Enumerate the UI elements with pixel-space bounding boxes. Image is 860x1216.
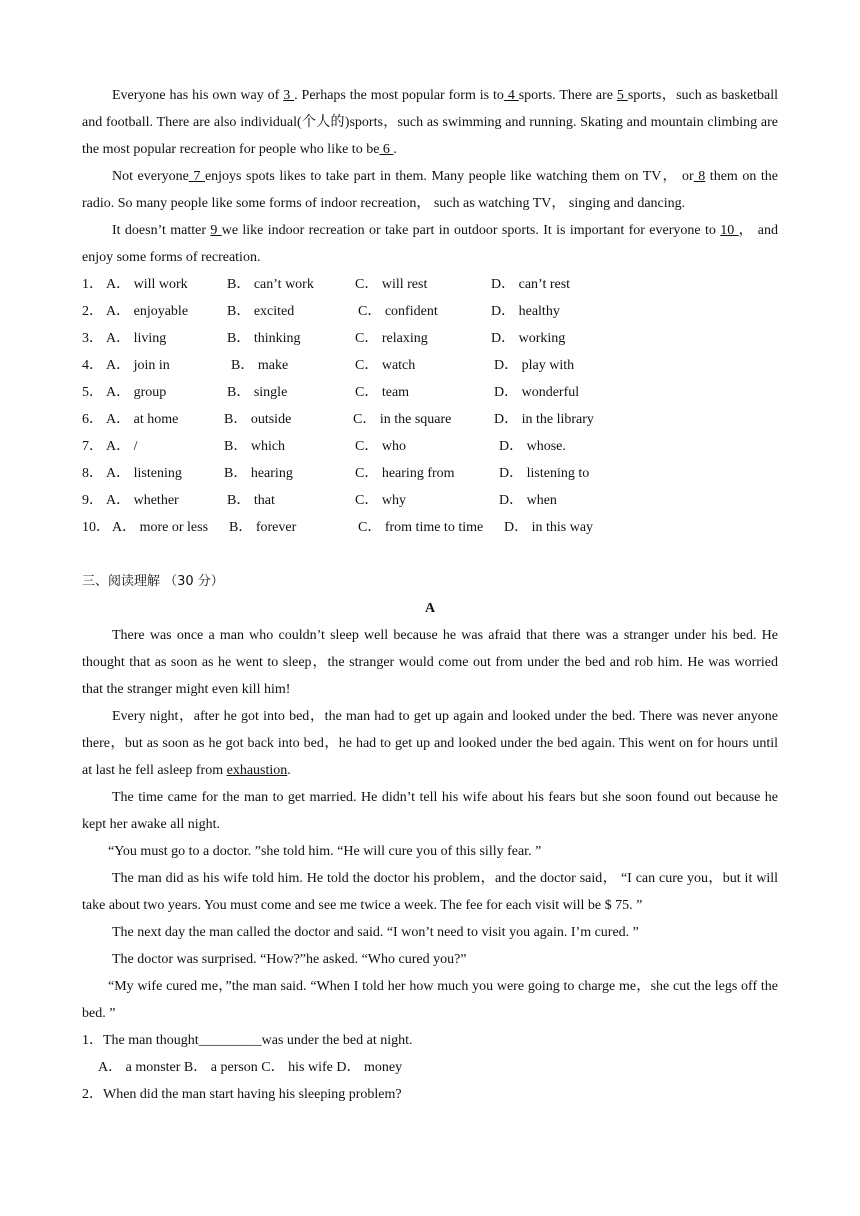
option-a: A． will work (106, 277, 188, 292)
option-d: D． healthy (491, 304, 560, 319)
answer-blank: 9 (210, 223, 222, 238)
document-page (82, 82, 778, 1108)
option-row (82, 514, 778, 541)
question-stem: 1．The man thought_________was under the bed at night. (82, 1033, 413, 1048)
option-b: B． hearing (224, 466, 293, 481)
cloze-passage (82, 82, 778, 271)
text-run: “You must go to a doctor. ”she told him. “He will cure you of this silly fear. ” (108, 844, 542, 859)
section-title: 三、阅读理解 （30 分） (82, 574, 224, 589)
reading-paragraph (82, 973, 778, 1027)
option-d: D． whose. (499, 439, 566, 454)
option-c: C． hearing from (355, 466, 455, 481)
question-number: 8． (82, 466, 103, 481)
text-run: It doesn’t matter (112, 223, 211, 238)
option-c: C． who (355, 439, 406, 454)
option-d: D． can’t rest (491, 277, 571, 292)
passage-label: A (424, 601, 436, 616)
cloze-paragraph (82, 82, 778, 163)
question-number: 5． (82, 385, 103, 400)
option-c: C． team (355, 385, 410, 400)
option-d: D． wonderful (494, 385, 580, 400)
option-row (82, 433, 778, 460)
option-b: B． thinking (227, 331, 301, 346)
option-b: B． forever (229, 520, 297, 535)
option-c: C． in the square (353, 412, 452, 427)
option-row (82, 271, 778, 298)
text-run: The next day the man called the doctor and said. “I won’t need to visit you again. I’m cured. ” (112, 925, 639, 940)
answer-blank: 4 (503, 88, 519, 103)
text-run: enjoys spots likes to take part in them. Many people like watching them on TV， or (204, 169, 694, 184)
answer-blank: 5 (616, 88, 628, 103)
option-c: C． will rest (355, 277, 428, 292)
option-a: A． whether (106, 493, 179, 508)
question-number: 1． (82, 277, 103, 292)
question-number: 7． (82, 439, 103, 454)
reading-passage (82, 622, 778, 1027)
reading-paragraph (82, 703, 778, 784)
cloze-options (82, 271, 778, 541)
cloze-paragraph (82, 163, 778, 217)
text-run: Not everyone (112, 169, 189, 184)
question-number: 10． (82, 520, 110, 535)
option-a: A． enjoyable (106, 304, 189, 319)
option-b: B． excited (227, 304, 295, 319)
text-run: “My wife cured me，”the man said. “When I told her how much you were going to charge me，she cut the legs off the bed. ” (82, 979, 778, 1021)
option-b: B． single (227, 385, 288, 400)
option-c: C． confident (358, 304, 438, 319)
option-row (82, 298, 778, 325)
option-b: B． make (231, 358, 289, 373)
option-b: B． outside (224, 412, 292, 427)
text-run: Everyone has his own way of (112, 88, 284, 103)
text-run: The time came for the man to get married. He didn’t tell his wife about his fears but she soon found out because he kept her awake all night. (82, 790, 778, 832)
question-number: 9． (82, 493, 103, 508)
option-c: C． watch (355, 358, 416, 373)
option-row (82, 487, 778, 514)
option-row (82, 460, 778, 487)
question-number: 4． (82, 358, 103, 373)
text-run: The man did as his wife told him. He told the doctor his problem，and the doctor said， “I can cure you，but it will take about two years. You must come and see me twice a week. The fee for each visit will be $ 75. ” (82, 871, 778, 913)
option-row (82, 352, 778, 379)
option-b: B． can’t work (227, 277, 314, 292)
text-run: we like indoor recreation or take part in outdoor sports. It is important for everyone to (221, 223, 721, 238)
answer-blank: exhaustion (226, 763, 288, 778)
option-row (82, 379, 778, 406)
text-run: . (393, 142, 397, 157)
answer-blank: 3 (283, 88, 295, 103)
reading-paragraph (82, 784, 778, 838)
question-number: 2． (82, 304, 103, 319)
text-run: sports. There are (518, 88, 617, 103)
option-a: A． group (106, 385, 167, 400)
reading-paragraph (82, 838, 778, 865)
text-run: There was once a man who couldn’t sleep well because he was afraid that there was a stranger under his bed. He thought that as soon as he went to sleep，the stranger would come out from under the bed and rob him. He was worried that the stranger might even kill him! (82, 628, 778, 697)
option-d: D． listening to (499, 466, 590, 481)
option-row (82, 406, 778, 433)
text-run: . (287, 763, 291, 778)
option-a: A． listening (106, 466, 182, 481)
reading-questions (82, 1027, 778, 1108)
option-d: D． play with (494, 358, 575, 373)
option-d: D． working (491, 331, 566, 346)
option-row (82, 325, 778, 352)
option-c: C． from time to time (358, 520, 484, 535)
reading-paragraph (82, 865, 778, 919)
text-run: Every night，after he got into bed，the man had to get up again and looked under the bed. There was never anyone there，but as soon as he got back into bed，he had to get up and looked under the bed again. This went on for hours until at last he fell asleep from (82, 709, 778, 778)
question-number: 3． (82, 331, 103, 346)
text-run: The doctor was surprised. “How?”he asked. “Who cured you?” (112, 952, 467, 967)
text-run: . Perhaps the most popular form is to (294, 88, 504, 103)
option-c: C． why (355, 493, 406, 508)
text-run: ， and enjoy some forms of recreation. (82, 223, 779, 265)
option-c: C． relaxing (355, 331, 428, 346)
option-d: D． when (499, 493, 557, 508)
option-d: D． in this way (504, 520, 594, 535)
question-stem: 2．When did the man start having his sleeping problem? (82, 1087, 402, 1102)
question-options: A． a monster B． a person C． his wife D． money (98, 1060, 403, 1075)
reading-paragraph (82, 919, 778, 946)
answer-blank: 7 (188, 169, 205, 184)
option-a: A． living (106, 331, 167, 346)
text-run: sports，such as basketball and football. There are also individual(个人的)sports，such as swimming and running. Skating and mountain climbing are the most popular recreation for people who like to be (82, 88, 779, 157)
text-run: them on the radio. So many people like some forms of indoor recreation， such as watching TV， singing and dancing. (82, 169, 778, 211)
option-a: A． more or less (112, 520, 209, 535)
option-b: B． which (224, 439, 286, 454)
cloze-paragraph (82, 217, 778, 271)
answer-blank: 8 (693, 169, 706, 184)
option-d: D． in the library (494, 412, 594, 427)
option-a: A． at home (106, 412, 179, 427)
reading-paragraph (82, 946, 778, 973)
option-a: A． / (106, 439, 138, 454)
option-b: B． that (227, 493, 275, 508)
question-number: 6． (82, 412, 103, 427)
answer-blank: 6 (379, 142, 394, 157)
reading-paragraph (82, 622, 778, 703)
option-a: A． join in (106, 358, 170, 373)
answer-blank: 10 (720, 223, 739, 238)
